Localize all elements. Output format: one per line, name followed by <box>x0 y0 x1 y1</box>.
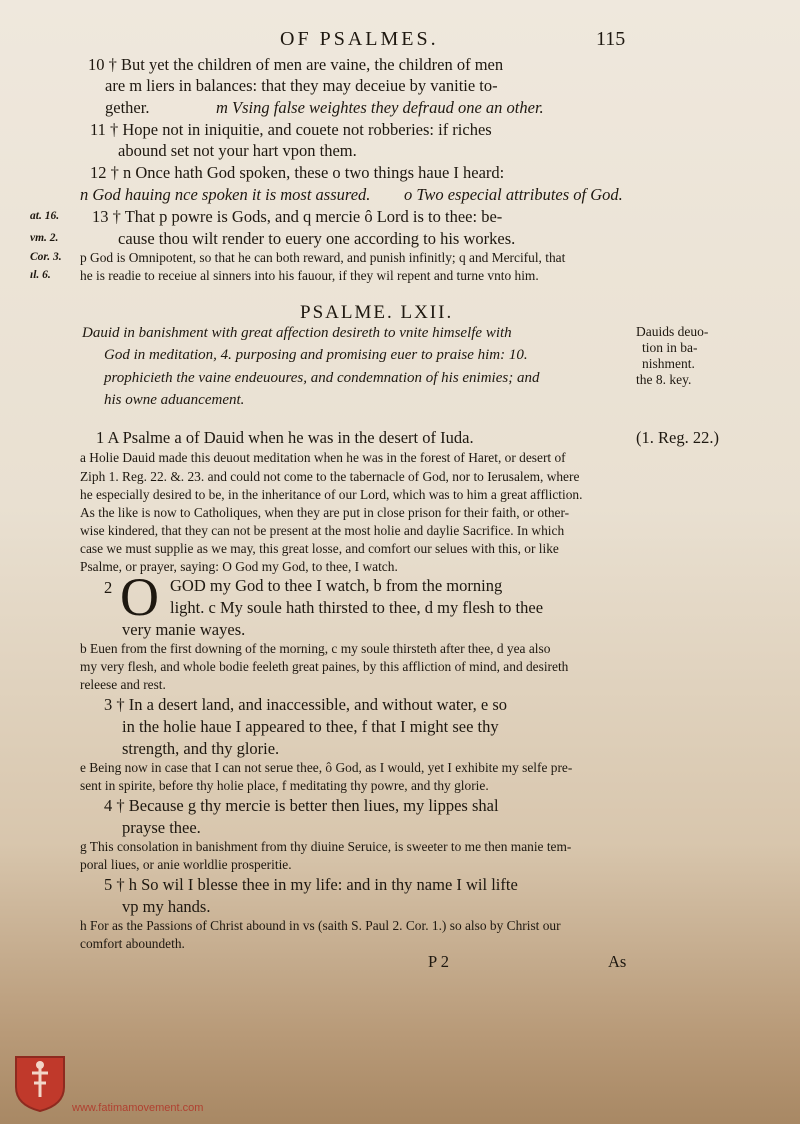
sidenote <box>636 324 708 388</box>
footnote-line: g This consolation in banishment from thy diuine Seruice, is sweeter to me then manie tem- <box>80 839 572 854</box>
footnote-line: Ziph 1. Reg. 22. &. 23. and could not come to the tabernacle of God, nor to Ierusalem, where <box>80 469 580 484</box>
verse-line: prayse thee. <box>122 818 201 837</box>
verse-2-number: 2 <box>104 578 113 597</box>
sidenote-line: tion in ba- <box>642 340 698 355</box>
margin-reference: vm. 2. <box>30 232 59 244</box>
footnote-line: wise kindered, that they can not be present at the most holie and daylie Sacrifice. In which <box>80 523 565 538</box>
shield-logo-icon <box>12 1053 68 1113</box>
verse-line: n God hauing nce spoken it is most assured. <box>80 185 371 204</box>
verse-line: are m liers in balances: that they may deceiue by vanitie to- <box>105 76 498 95</box>
summary-line: Dauid in banishment with great affection desireth to vnite himselfe with <box>82 325 512 341</box>
verse-line: in the holie haue I appeared to thee, f that I might see thy <box>122 717 499 736</box>
footnote-line: h For as the Passions of Christ abound in vs (saith S. Paul 2. Cor. 1.) so also by Christ our <box>80 918 561 933</box>
footnote-line: Psalme, or prayer, saying: O God my God, to thee, I watch. <box>80 559 398 574</box>
footnote-line: releese and rest. <box>80 677 166 692</box>
catchword: As <box>608 952 627 971</box>
psalm-title: PSALME. LXII. <box>300 302 454 323</box>
running-header: OF PSALMES. <box>280 28 439 50</box>
watermark-url: www.fatimamovement.com <box>72 1102 204 1114</box>
summary-line: prophicieth the vaine endeuoures, and condemnation of his enimies; and <box>104 370 540 386</box>
signature-mark: P 2 <box>428 952 449 971</box>
verse-line: very manie wayes. <box>122 620 246 639</box>
margin-reference: at. 16. <box>30 210 60 222</box>
footnote-line: my very flesh, and whole bodie feeleth great paines, by this affliction of mind, and desireth <box>80 659 569 674</box>
footnote-line: e Being now in case that I can not serue thee, ô God, as I would, yet I exhibite my selfe pre- <box>80 760 573 775</box>
verse-1-reference: (1. Reg. 22.) <box>636 428 719 447</box>
verse-line: o Two especial attributes of God. <box>404 185 623 204</box>
verse-line: 11 † Hope not in iniquitie, and couete not robberies: if riches <box>90 120 492 139</box>
footnote-line: p God is Omnipotent, so that he can both reward, and punish infinitly; q and Merciful, that <box>80 250 566 265</box>
verse-line: 5 † h So wil I blesse thee in my life: and in thy name I wil lifte <box>104 875 518 894</box>
verse-line: GOD my God to thee I watch, b from the morning <box>170 576 503 595</box>
margin-reference: ıl. 6. <box>30 269 51 281</box>
footnote-line: As the like is now to Catholiques, when they are put in close prison for their faith, or other- <box>80 505 570 520</box>
verse-line: light. c My soule hath thirsted to thee, d my flesh to thee <box>170 598 544 617</box>
verse-1: 1 A Psalme a of Dauid when he was in the desert of Iuda. <box>96 428 474 447</box>
page-number: 115 <box>596 28 626 50</box>
footnote-line: comfort aboundeth. <box>80 936 185 951</box>
verse-line: 4 † Because g thy mercie is better then liues, my lippes shal <box>104 796 499 815</box>
verse-line: 13 † That p powre is Gods, and q mercie ô Lord is to thee: be- <box>92 207 503 226</box>
footnote-line: poral liues, or anie worldlie prosperitie. <box>80 857 292 872</box>
summary-line: his owne aduancement. <box>104 392 245 408</box>
sidenote-line: Dauids deuo- <box>636 324 709 339</box>
verse-line: 10 † But yet the children of men are vaine, the children of men <box>88 55 504 74</box>
footnote-line: he is readie to receiue al sinners into his fauour, if they wil repent and turne vnto him. <box>80 268 539 283</box>
drop-capital: O <box>120 567 159 627</box>
verse-line: m Vsing false weightes they defraud one an other. <box>216 98 544 117</box>
sidenote-line: the 8. key. <box>636 372 692 387</box>
margin-reference: Cor. 3. <box>30 251 62 263</box>
verse-line: abound set not your hart vpon them. <box>118 141 357 160</box>
verse-line: 3 † In a desert land, and inaccessible, and without water, e so <box>104 695 508 714</box>
footnote-line: he especially desired to be, in the inheritance of our Lord, which was to him a great affliction. <box>80 487 583 502</box>
verse-line: strength, and thy glorie. <box>122 739 280 758</box>
footnote-line: sent in spirite, before thy holie place, f meditating thy powre, and thy glorie. <box>80 778 489 793</box>
summary-line: God in meditation, 4. purposing and promising euer to praise him: 10. <box>104 347 528 363</box>
footnote-line: case we must supplie as we may, this great losse, and comfort our selues with this, or like <box>80 541 559 556</box>
sidenote-line: nishment. <box>642 356 695 371</box>
verse-line: 12 † n Once hath God spoken, these o two things haue I heard: <box>90 163 505 182</box>
footnote-line: b Euen from the first downing of the morning, c my soule thirsteth after thee, d yea also <box>80 641 551 656</box>
verse-line: cause thou wilt render to euery one according to his workes. <box>118 229 516 248</box>
verse-line: vp my hands. <box>122 897 211 916</box>
footnote-line: a Holie Dauid made this deuout meditation when he was in the forest of Haret, or desert of <box>80 450 566 465</box>
verse-line: gether. <box>105 98 150 117</box>
